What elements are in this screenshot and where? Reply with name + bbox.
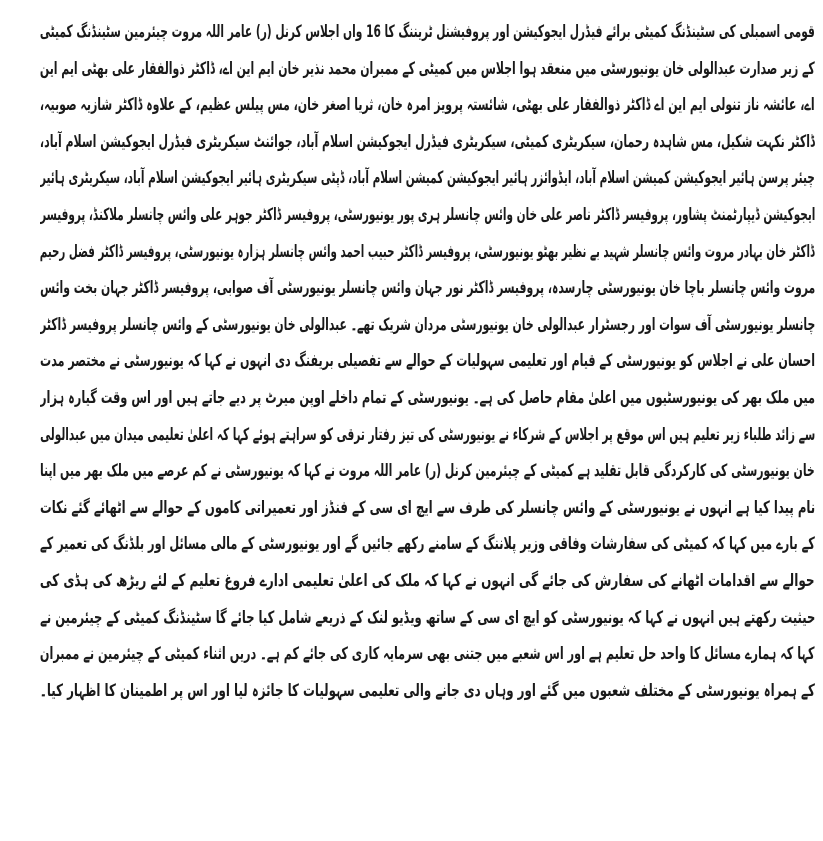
article-line-1: قومی اسمبلی کی سٹینڈنگ کمیٹی برائے فیڈرل ایجوکیشن اور پروفیشنل ٹریننگ کا 16 واں اجلاس کرنل (ر) عامر اللہ مروت چیئرمین سٹینڈنگ کمیٹی (40, 22, 815, 42)
article-line-5: چیئر پرسن ہائیر ایجوکیشن کمیشن اسلام آباد، ایڈوائزر ہائیر ایجوکیشن کمیشن اسلام آباد، ڈپٹی سیکریٹری ہائیر ایجوکیشن اسلام آباد، سیکریٹری ہائیر (40, 168, 815, 189)
article-line-17: حیثیت رکھتے ہیں انہوں نے کہا کہ یونیورسٹی کو ایچ ای سی کے ساتھ ویڈیو لنک کے ذریعے شامل کیا جائے گا سٹینڈنگ کمیٹی کے چیئرمین نے (40, 607, 815, 628)
article-line-7: ڈاکٹر خان بہادر مروت وائس چانسلر شہید بے نظیر بھٹو یونیورسٹی، پروفیسر ڈاکٹر حبیب احمد وائس چانسلر ہزارہ یونیورسٹی، پروفیسر ڈاکٹر فضل رحیم (40, 241, 815, 262)
article-line-4: ڈاکٹر نکہت شکیل، مس شاہدہ رحمان، سیکریٹری کمیٹی، سیکریٹری فیڈرل ایجوکیشن اسلام آباد، جوائنٹ سیکریٹری فیڈرل ایجوکیشن اسلام آباد، (40, 131, 815, 152)
article-line-2: کے زیر صدارت عبدالولی خان یونیورسٹی میں منعقد ہوا اجلاس میں کمیٹی کے ممبران محمد نذیر خان ایم این اے، ڈاکٹر ذوالفقار علی بھٹی ایم این (40, 58, 815, 79)
article-line-19: کے ہمراہ یونیورسٹی کے مختلف شعبوں میں گئے اور وہاں دی جانے والی تعلیمی سہولیات کا جائزہ لیا اور اس پر اطمینان کا اظہار کیا۔ (40, 680, 815, 701)
article-line-6: ایجوکیشن ڈیپارٹمنٹ پشاور، پروفیسر ڈاکٹر ناصر علی خان وائس چانسلر ہری پور یونیورسٹی، پروفیسر ڈاکٹر جوہر علی وائس چانسلر ملاکنڈ، پروفیسر (40, 204, 815, 225)
article-line-18: کہا کہ ہمارے مسائل کا واحد حل تعلیم ہے اور اس شعبے میں جتنی بھی سرمایہ کاری کی جائے کم ہے۔ دریں اثناء کمیٹی کے چیئرمین نے ممبران (40, 644, 815, 665)
article-line-13: خان یونیورسٹی کی کارکردگی قابل تقلید ہے کمیٹی کے چیئرمین کرنل (ر) عامر اللہ مروت نے کہا کہ یونیورسٹی نے کم عرصے میں ملک بھر میں اپنا (40, 461, 815, 482)
article-line-9: چانسلر یونیورسٹی آف سوات اور رجسٹرار عبدالولی خان یونیورسٹی مردان شریک تھے۔ عبدالولی خان یونیورسٹی کے وائس چانسلر پروفیسر ڈاکٹر (40, 314, 815, 335)
article-line-11: میں ملک بھر کی یونیورسٹیوں میں اعلیٰ مقام حاصل کی ہے۔ یونیورسٹی کے تمام داخلے اوپن میرٹ پر دیے جاتے ہیں اور اس وقت گیارہ ہزار (40, 387, 815, 408)
article-line-3: اے، عائشہ ناز تنولی ایم این اے ڈاکٹر ذوالفقار علی بھٹی، شائستہ پرویز امرہ خان، ثریا اصغر خان، مس پیلس عظیم، کے علاوہ ڈاکٹر شازیہ صوبیہ، (40, 95, 815, 116)
article-line-16: حوالے سے اقدامات اٹھانے کی سفارش کی جائے گی انہوں نے کہا کہ ملک کی اعلیٰ تعلیمی ادارے فروغ تعلیم کے لئے ریڑھ کی ہڈی کی (40, 570, 815, 591)
article-line-12: سے زائد طلباء زیر تعلیم ہیں اس موقع پر اجلاس کے شرکاء نے یونیورسٹی کی تیز رفتار ترقی کو سراہتے ہوئے کہا کہ اعلیٰ تعلیمی میدان میں عبدالولی (40, 424, 815, 445)
article-line-8: مروت وائس چانسلر باچا خان یونیورسٹی چارسدہ، پروفیسر ڈاکٹر نور جہان وائس چانسلر یونیورسٹی آف صوابی، پروفیسر ڈاکٹر جہان بخت وائس (40, 278, 815, 299)
article-line-15: کے بارے میں کہا کہ کمیٹی کی سفارشات وفاقی وزیر پلاننگ کے سامنے رکھے جائیں گے اور یونیورسٹی کے مالی مسائل اور بلڈنگ کی تعمیر کے (40, 534, 815, 555)
article-line-14: نام پیدا کیا ہے انہوں نے یونیورسٹی کے وائس چانسلر کی طرف سے ایچ ای سی کے فنڈز اور تعمیراتی کاموں کے حوالے سے اٹھائے گئے نکات (40, 497, 815, 518)
news-article (40, 14, 815, 709)
article-line-10: احسان علی نے اجلاس کو یونیورسٹی کے قیام اور تعلیمی سہولیات کے حوالے سے تفصیلی بریفنگ دی انہوں نے کہا کہ یونیورسٹی نے مختصر مدت (40, 351, 815, 372)
